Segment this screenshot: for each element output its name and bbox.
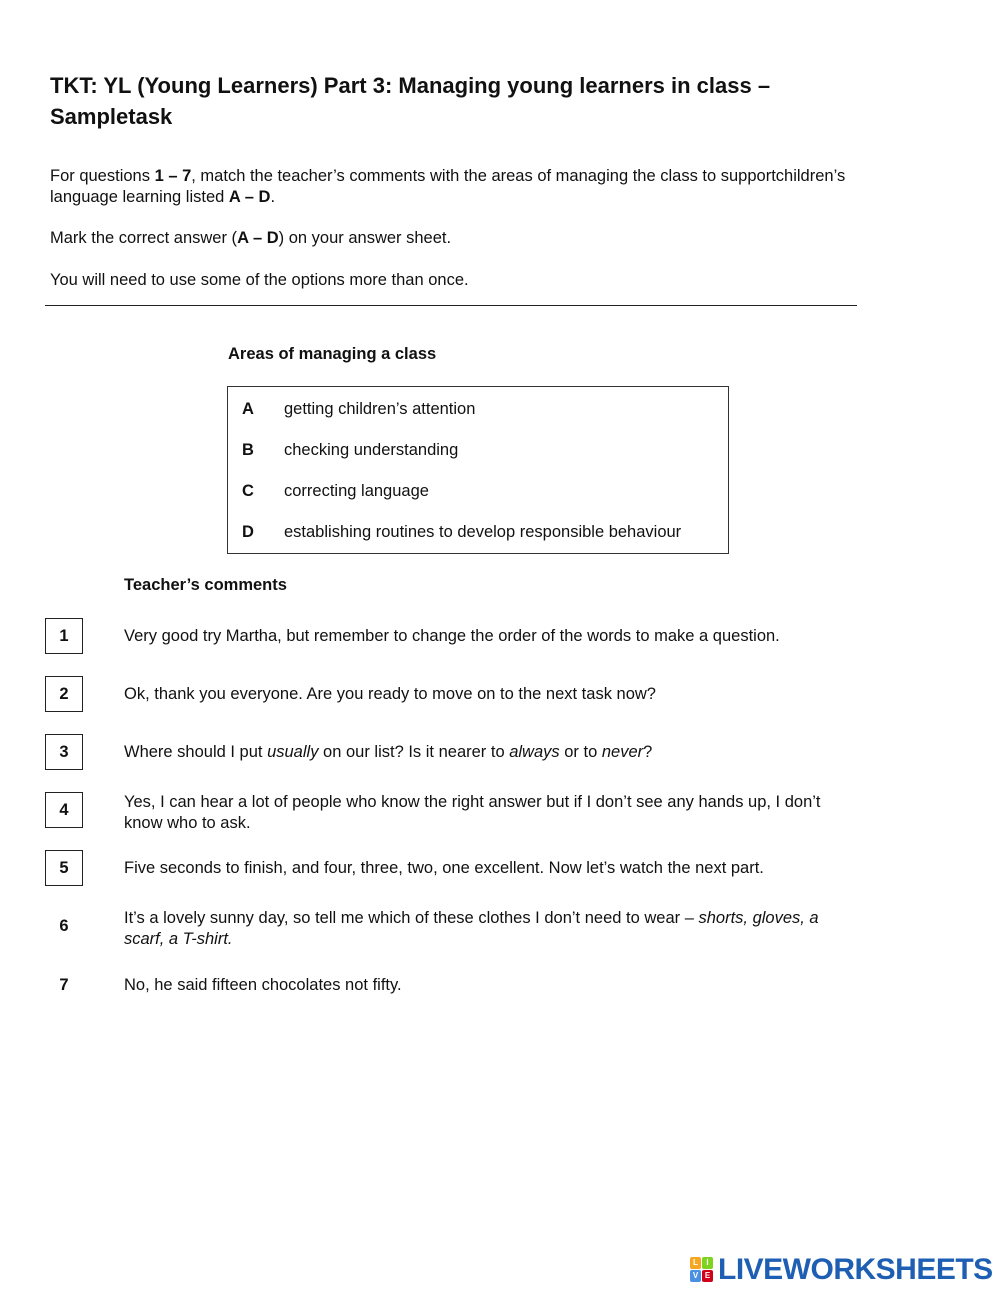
logo-mark-icon: L I V E xyxy=(690,1257,714,1283)
question-number-box[interactable]: 2 xyxy=(45,676,83,712)
divider xyxy=(45,305,857,306)
liveworksheets-logo xyxy=(690,1254,993,1286)
comment-text: No, he said fifteen chocolates not fifty. xyxy=(124,976,402,994)
page-title: TKT: YL (Young Learners) Part 3: Managing young learners in class – Sampletask xyxy=(50,73,771,129)
area-letter: C xyxy=(242,482,254,500)
area-text: getting children’s attention xyxy=(284,400,476,418)
question-number: 7 xyxy=(59,976,69,994)
comment-text: Very good try Martha, but remember to change the order of the words to make a question. xyxy=(124,627,780,645)
instruction-match: For questions 1 – 7, match the teacher’s comments with the areas of managing the class to supportchildren’s language learning listed A – D. xyxy=(50,167,846,206)
area-text: correcting language xyxy=(284,482,429,500)
question-number-box[interactable]: 1 xyxy=(45,618,83,654)
areas-box xyxy=(227,386,729,554)
question-number-box[interactable]: 4 xyxy=(45,792,83,828)
comment-text: Ok, thank you everyone. Are you ready to move on to the next task now? xyxy=(124,685,656,703)
comment-text: It’s a lovely sunny day, so tell me which of these clothes I don’t need to wear – shorts, gloves, a scarf, a T-shirt. xyxy=(124,909,819,948)
question-number: 6 xyxy=(59,917,69,935)
area-letter: B xyxy=(242,441,254,459)
area-letter: A xyxy=(242,400,254,418)
area-letter: D xyxy=(242,523,254,541)
instruction-mark: Mark the correct answer (A – D) on your answer sheet. xyxy=(50,229,452,247)
comment-text: Five seconds to finish, and four, three, two, one excellent. Now let’s watch the next part. xyxy=(124,859,764,877)
comments-heading: Teacher’s comments xyxy=(124,576,287,594)
area-text: establishing routines to develop responsible behaviour xyxy=(284,523,682,541)
area-text: checking understanding xyxy=(284,441,459,459)
question-number-box[interactable]: 5 xyxy=(45,850,83,886)
logo-text: LIVEWORKSHEETS xyxy=(718,1253,993,1286)
comment-text: Yes, I can hear a lot of people who know the right answer but if I don’t see any hands up, I don’t know who to ask. xyxy=(124,793,821,832)
comment-text: Where should I put usually on our list? Is it nearer to always or to never? xyxy=(124,743,653,761)
question-number-box[interactable]: 3 xyxy=(45,734,83,770)
instruction-reuse: You will need to use some of the options more than once. xyxy=(50,271,469,289)
areas-heading: Areas of managing a class xyxy=(228,345,437,363)
